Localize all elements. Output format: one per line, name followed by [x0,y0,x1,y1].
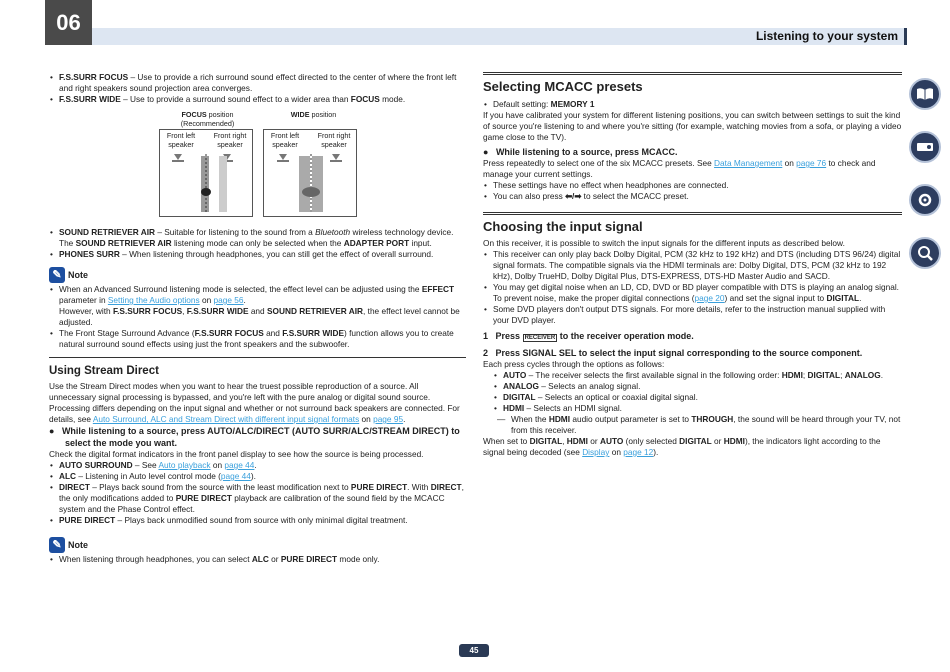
page-header-title: Listening to your system [755,29,898,43]
digital-item: • DIGITAL – Selects an optical or coaxial digital signal. [483,392,902,403]
arrow-buttons-icon: ⬅/➡ [565,191,582,201]
note-heading: ✎ Note [49,266,466,284]
phones-surr-item: • PHONES SURR – When listening through headphones, you can still get the effect of overall surround. [49,249,466,260]
speaker-diagram-graphic [159,150,359,216]
note-item: • When listening through headphones, you can select ALC or PURE DIRECT mode only. [49,554,466,565]
link-page-12[interactable]: page 12 [623,447,654,457]
paragraph: Check the digital format indicators in the front panel display to see how the source is being processed. [49,449,424,459]
note-pencil-icon: ✎ [49,537,65,553]
receiver-icon[interactable] [909,131,941,163]
direct-item: • DIRECT – Plays back sound from the source with the least modification next to PURE DIRECT. With DIRECT, the only modifications added to PURE DIRECT playback are calibration of the sound field by the MCACC system and the Phase Control effect. [49,482,466,515]
book-icon[interactable] [909,78,941,110]
link-page-76[interactable]: page 76 [796,158,827,168]
link-auto-surround-table[interactable]: Auto Surround, ALC and Stream Direct with different input signal formats [92,414,360,424]
paragraph: Press repeatedly to select one of the six MCACC presets. See Data Management on page 76 to check and manage your current settings. [483,158,876,179]
list-item: • These settings have no effect when headphones are connected. [483,180,902,191]
link-auto-playback[interactable]: Auto playback [158,460,211,470]
alc-item: • ALC – Listening in Auto level control mode (page 44). [49,471,466,482]
paragraph: Each press cycles through the options as follows: [483,359,665,369]
auto-item: • AUTO – The receiver selects the first available signal in the following order: HDMI; DIGITAL; ANALOG. [483,370,902,381]
note-pencil-icon: ✎ [49,267,65,283]
link-display[interactable]: Display [582,447,610,457]
link-data-management[interactable]: Data Management [714,158,783,168]
note-item: • The Front Stage Surround Advance (F.S.SURR FOCUS and F.S.SURR WIDE) function allows you to create natural surround sound effects using just the front speakers and the subwoofer. [49,328,466,350]
section-title-stream-direct: Using Stream Direct [49,365,159,377]
link-page-95[interactable]: page 95 [373,414,404,424]
left-column-continued [49,227,466,565]
list-item: • This receiver can only play back Dolby Digital, PCM (32 kHz to 192 kHz) and DTS (including DTS 96/24) digital signal formats. The compatible signals via the HDMI terminals are: Dolby Digital, DTS, PCM (32 kHz to 192 kHz), Dolby TrueHD, Dolby Digital Plus, DTS-EXPRESS, DTS-HD Master Audio and SACD. [483,249,902,282]
chapter-number: 06 [45,0,92,45]
search-icon[interactable] [909,237,941,269]
auto-surround-item: • AUTO SURROUND – See Auto playback on page 44. [49,460,466,471]
paragraph: On this receiver, it is possible to switch the input signals for the different inputs as described below. [483,238,845,248]
paragraph: Processing differs depending on the input signal and whether or not surround back speakers are connected. For details, see Auto Surround, ALC and Stream Direct with different input signal formats on page 95. [49,403,460,424]
list-item: • You can also press ⬅/➡ to select the MCACC preset. [483,191,902,202]
link-page-44[interactable]: page 44 [220,471,251,481]
hdmi-sub-item: — When the HDMI audio output parameter is set to THROUGH, the sound will be heard through your TV, not from this receiver. [483,414,902,436]
page-number: 45 [459,644,489,657]
step-heading: ● While listening to a source, press AUTO/ALC/DIRECT (AUTO SURR/ALC/STREAM DIRECT) to select the mode you want. [49,426,460,448]
pure-direct-item: • PURE DIRECT – Plays back unmodified sound from source with only minimal digital treatment. [49,515,466,526]
link-audio-options[interactable]: Setting the Audio options [107,295,200,305]
link-page-44[interactable]: page 44 [224,460,255,470]
receiver-key-icon: RECEIVER [524,335,556,341]
link-page-56[interactable]: page 56 [213,295,244,305]
step-1: 1 Press RECEIVER to the receiver operation mode. [483,331,694,341]
step-heading: ● While listening to a source, press MCACC. [483,147,678,157]
fs-surr-focus-item: • F.S.SURR FOCUS – Use to provide a rich surround sound effect directed to the center of where the front left and right speakers sound projection area converges. [49,72,466,94]
bullet-dot-icon: ● [483,147,496,157]
paragraph: Use the Stream Direct modes when you want to hear the truest possible reproduction of a source. All unnecessary signal processing is bypassed, and you're left with the pure analog or digital sound source. [49,381,431,402]
default-setting: • Default setting: MEMORY 1 [483,99,902,110]
note-heading: ✎ Note [49,536,466,554]
section-title-input-signal: Choosing the input signal [483,219,643,234]
paragraph: If you have calibrated your system for different listening positions, you can switch between settings to suit the kind of source you're listening to and where you're sitting (for example, watching movies from a sofa, or playing a video game close to the TV). [483,110,902,142]
bullet-dot-icon: ● [49,426,62,436]
analog-item: • ANALOG – Selects an analog signal. [483,381,902,392]
settings-tools-icon[interactable] [909,184,941,216]
list-item: • You may get digital noise when an LD, CD, DVD or BD player compatible with DTS is playing an analog signal. To prevent noise, make the proper digital connections (page 20) and set the signal input to DIGITAL. [483,282,902,304]
step-2: 2 Press SIGNAL SEL to select the input signal corresponding to the source component. [483,348,863,358]
link-page-20[interactable]: page 20 [694,293,725,303]
list-item: • Some DVD players don't output DTS signals. For more details, refer to the instruction manual supplied with your DVD player. [483,304,902,326]
sound-retriever-air-item: • SOUND RETRIEVER AIR – Suitable for listening to the sound from a Bluetooth wireless technology device. The SOUND RETRIEVER AIR listening mode can only be selected when the ADAPTER PORT input. [49,227,466,249]
right-column [483,72,902,458]
hdmi-item: • HDMI – Selects an HDMI signal. [483,403,902,414]
paragraph: When set to DIGITAL, HDMI or AUTO (only selected DIGITAL or HDMI), the indicators light according to the signal being decoded (see Display on page 12). [483,436,881,457]
section-title-mcacc: Selecting MCACC presets [483,79,643,94]
fs-surr-wide-item: • F.S.SURR WIDE – Use to provide a surround sound effect to a wider area than FOCUS mode. [49,94,466,105]
note-item: • When an Advanced Surround listening mode is selected, the effect level can be adjusted using the EFFECT parameter in Setting the Audio options on page 56. However, with F.S.SURR FOCUS, F.S.SURR WIDE and SOUND RETRIEVER AIR, the effect level cannot be adjusted. [49,284,466,328]
left-column [49,72,466,105]
